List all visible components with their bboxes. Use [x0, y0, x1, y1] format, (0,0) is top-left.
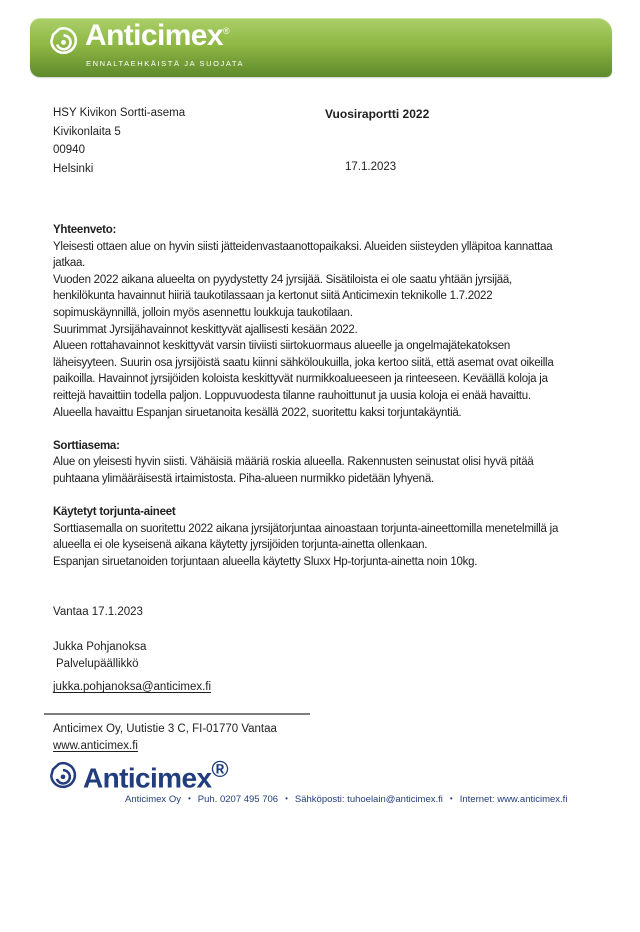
body-line: puhtaana ylimääräisestä irtaimistosta. Piha-alueen nurmikko pidetään lyhyenä.: [53, 472, 434, 485]
section-heading-yhteenveto: Yhteenveto:: [53, 224, 117, 236]
body-line: Yleisesti ottaen alue on hyvin siisti jätteidenvastaanottopaikaksi. Alueiden siisteyden ylläpitoa kannattaa: [53, 240, 553, 253]
footer-company: Anticimex Oy: [125, 794, 181, 805]
body-line: Alue on yleisesti hyvin siisti. Vähäisiä määriä roskia alueella. Rakennusten seinustat olisi hyvä pitää: [53, 456, 534, 469]
footer-internet: Internet: www.anticimex.fi: [459, 794, 568, 805]
bullet-separator: •: [187, 794, 191, 803]
body-line: alueella ei ole kyseisenä aikana käytetty jyrsijöiden torjunta-ainetta ollenkaan.: [53, 539, 428, 552]
body-line: paikoilla. Havainnot jyrsijöiden koloista keskittyvät nurmikkoalueeseen ja rinteeseen. Keväällä koloja ja: [53, 373, 548, 386]
body-line: läheisyyteen. Suurin osa jyrsijöistä saatu kiinni sähköloukuilla, joka kertoo siitä, että asemat ovat oikeilla: [53, 356, 554, 369]
body-line: henkilökunta havainnut hiiriä taukotilassaan ja kertonut siitä Anticimexin teknikolle 1.7.2022: [53, 290, 493, 303]
footer-brand-wordmark: [83, 756, 228, 794]
footer-phone: Puh. 0207 495 706: [197, 794, 279, 805]
report-date: 17.1.2023: [345, 161, 397, 173]
registered-mark: ®: [222, 26, 230, 36]
body-line: Espanjan siruetanoiden torjuntaan alueella käytetty Sluxx Hp-torjunta-ainetta noin 10kg.: [53, 555, 478, 568]
footer-contact-line: [125, 794, 567, 805]
body-line: sopimuskäynnillä, jolloin myös asennettu loukkuja taukotilaan.: [53, 306, 353, 319]
report-title: Vuosiraportti 2022: [325, 107, 430, 121]
recipient-line: HSY Kivikon Sortti-asema: [53, 107, 186, 119]
signature-email-link[interactable]: jukka.pohjanoksa@anticimex.fi: [53, 681, 212, 693]
footer-website-link[interactable]: www.anticimex.fi: [53, 740, 138, 752]
brand-wordmark: [85, 19, 229, 53]
anticimex-swirl-icon: [48, 26, 79, 57]
report-body: [53, 222, 638, 570]
brand-text: Anticimex: [85, 19, 223, 52]
body-line: Sorttiasemalla on suoritettu 2022 aikana jyrsijätorjuntaa ainoastaan torjunta-aineettomilla menetelmillä ja: [53, 522, 559, 535]
body-line: jatkaa.: [53, 257, 86, 270]
footer-email: Sähköposti: tuhoelain@anticimex.fi: [294, 794, 443, 805]
signature-role: Palvelupäällikkö: [56, 658, 139, 670]
blank-line: [53, 488, 638, 505]
recipient-line: Helsinki: [53, 162, 94, 175]
section-heading-torjunta-aineet: Käytetyt torjunta-aineet: [53, 506, 176, 519]
body-line: Vuoden 2022 aikana alueelta on pyydystetty 24 jyrsijää. Sisätiloista ei ole saatu yhtään jyrsijää,: [53, 273, 513, 286]
body-line: Alueella havaittu Espanjan siruetanoita kesällä 2022, suoritettu kaksi torjuntakäyntiä.: [53, 406, 462, 419]
body-line: reittejä havaittiin todella paljon. Loppuvuodesta tilanne rauhoittunut ja uusia koloja ei enää havaittu.: [53, 389, 531, 402]
recipient-address: [53, 104, 185, 178]
header-banner: [30, 18, 612, 77]
bullet-separator: •: [285, 794, 288, 803]
recipient-line: 00940: [53, 144, 85, 157]
bullet-separator: •: [449, 794, 453, 803]
footer-divider: [44, 713, 310, 715]
body-line: Alueen rottahavainnot keskittyvät varsin tiiviisti siirtokuormaus alueelle ja ongelmajätekatoksen: [53, 340, 511, 353]
anticimex-swirl-icon: [48, 761, 78, 791]
body-line: Suurimmat Jyrsijähavainnot keskittyvät ajallisesti kesään 2022.: [53, 323, 358, 336]
brand-text: Anticimex: [83, 762, 212, 794]
signature-name: Jukka Pohjanoksa: [53, 641, 147, 653]
footer-company-address: Anticimex Oy, Uutistie 3 C, FI-01770 Vantaa: [53, 723, 277, 735]
signature-place-date: Vantaa 17.1.2023: [53, 606, 143, 618]
section-heading-sorttiasema: Sorttiasema:: [53, 439, 120, 452]
brand-tagline: ENNALTAEHKÄISTÄ JA SUOJATA: [86, 59, 245, 68]
recipient-line: Kivikonlaita 5: [53, 125, 121, 138]
registered-mark: ®: [211, 756, 229, 782]
blank-line: [53, 421, 638, 438]
